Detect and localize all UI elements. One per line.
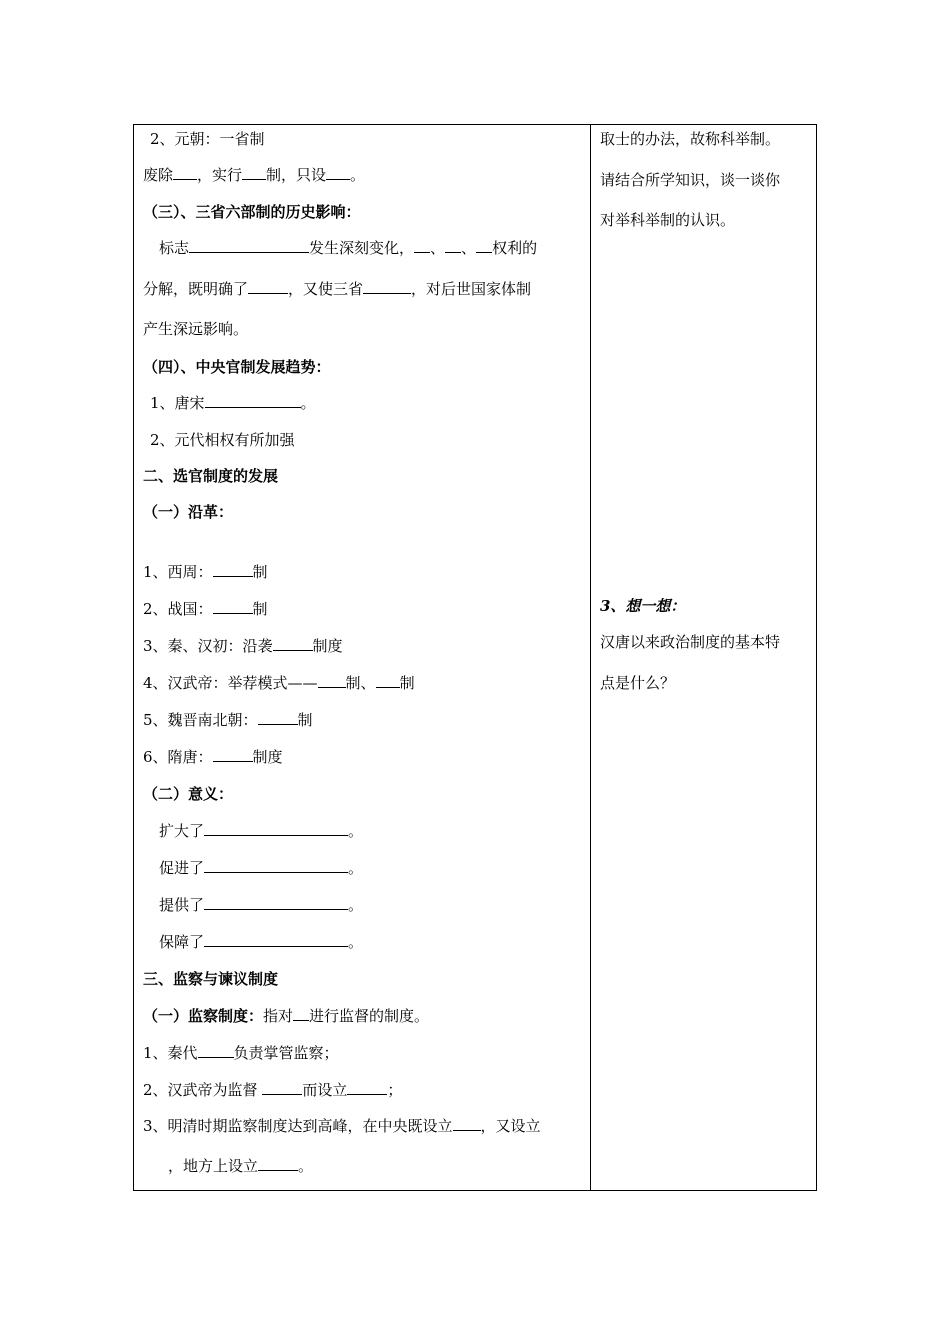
blank-field[interactable] xyxy=(213,747,253,762)
text: 2、元代相权有所加强 xyxy=(150,431,295,449)
text: 。 xyxy=(348,933,364,951)
blank-field[interactable] xyxy=(318,673,346,688)
blank-field[interactable] xyxy=(476,238,492,253)
section-heading xyxy=(143,466,278,486)
blank-field[interactable] xyxy=(242,165,266,180)
fill-line xyxy=(159,932,363,952)
text: 制 xyxy=(297,711,313,729)
text: 2、汉武帝为监督 xyxy=(143,1081,263,1099)
fill-line xyxy=(143,673,415,693)
text: 三、监察与谏议制度 xyxy=(143,970,279,988)
fill-line xyxy=(143,1080,402,1100)
blank-field[interactable] xyxy=(262,1080,302,1095)
text: 负责掌管监察； xyxy=(233,1044,339,1062)
text: 3、想一想： xyxy=(600,597,686,615)
text: 制、 xyxy=(345,674,376,692)
text: 制 xyxy=(399,674,415,692)
text-line xyxy=(150,129,265,149)
text-line xyxy=(150,430,295,450)
text: （四）、中央官制发展趋势： xyxy=(143,358,331,376)
text: （一）沿革： xyxy=(143,503,234,521)
blank-field[interactable] xyxy=(204,895,348,910)
text: 标志 xyxy=(159,239,190,257)
blank-field[interactable] xyxy=(414,238,430,253)
text: 3、秦、汉初：沿袭 xyxy=(143,637,273,655)
text: 5、魏晋南北朝： xyxy=(143,711,258,729)
text: 对举科举制的认识。 xyxy=(600,211,736,229)
text: 废除 xyxy=(143,166,174,184)
text: 1、秦代 xyxy=(143,1044,198,1062)
sub-heading xyxy=(143,502,233,522)
text: ，又设立 xyxy=(480,1117,541,1135)
text: 而设立 xyxy=(302,1081,348,1099)
text: 汉唐以来政治制度的基本特 xyxy=(600,633,781,651)
text: 促进了 xyxy=(159,859,205,877)
text: 指对 xyxy=(263,1007,294,1025)
text-line xyxy=(600,170,780,190)
blank-field[interactable] xyxy=(213,599,253,614)
text: 制，只设 xyxy=(266,166,327,184)
text: 4、汉武帝：举荐模式—— xyxy=(143,674,318,692)
text: ； xyxy=(387,1081,403,1099)
text: （二）意义： xyxy=(143,785,234,803)
text: 、 xyxy=(461,239,477,257)
text: 二、选官制度的发展 xyxy=(143,467,279,485)
text-line xyxy=(600,129,780,149)
blank-field[interactable] xyxy=(376,673,400,688)
blank-field[interactable] xyxy=(204,821,348,836)
text: 。 xyxy=(348,859,364,877)
blank-field[interactable] xyxy=(204,932,348,947)
blank-field[interactable] xyxy=(347,1080,387,1095)
text: 取士的办法，故称科举制。 xyxy=(600,130,781,148)
text-line xyxy=(600,673,675,693)
section-heading xyxy=(143,357,331,377)
text: 2、元朝：一省制 xyxy=(150,130,265,148)
text: 1、西周： xyxy=(143,563,213,581)
blank-field[interactable] xyxy=(363,279,411,294)
blank-field[interactable] xyxy=(293,1006,309,1021)
blank-field[interactable] xyxy=(173,165,197,180)
text-line xyxy=(600,210,735,230)
text: 提供了 xyxy=(159,896,205,914)
fill-line xyxy=(143,279,531,299)
fill-line xyxy=(159,238,537,258)
text: ，又使三省 xyxy=(288,280,364,298)
text: （一）监察制度： xyxy=(143,1007,264,1025)
column-divider xyxy=(590,125,591,1190)
fill-line xyxy=(143,562,268,582)
text: 权利的 xyxy=(492,239,538,257)
text: 扩大了 xyxy=(159,822,205,840)
text: 。 xyxy=(300,394,316,412)
text: 。 xyxy=(348,896,364,914)
text: 。 xyxy=(298,1157,314,1175)
fill-line xyxy=(143,1116,541,1136)
text: 。 xyxy=(348,822,364,840)
text-line xyxy=(600,632,780,652)
section-heading xyxy=(143,969,278,989)
think-heading xyxy=(600,596,685,616)
text: ，实行 xyxy=(197,166,243,184)
blank-field[interactable] xyxy=(326,165,350,180)
text: 制 xyxy=(252,563,268,581)
text: 保障了 xyxy=(159,933,205,951)
text: 3、明清时期监察制度达到高峰，在中央既设立 xyxy=(143,1117,453,1135)
text: （三）、三省六部制的历史影响： xyxy=(143,203,361,221)
fill-line xyxy=(159,821,363,841)
text: ，对后世国家体制 xyxy=(411,280,532,298)
text: 点是什么？ xyxy=(600,674,676,692)
text: 制 xyxy=(252,600,268,618)
fill-line xyxy=(143,1043,339,1063)
fill-line xyxy=(159,895,363,915)
text: 。 xyxy=(350,166,366,184)
text: 分解，既明确了 xyxy=(143,280,249,298)
blank-field[interactable] xyxy=(205,393,301,408)
section-heading xyxy=(143,202,361,222)
fill-line xyxy=(159,858,363,878)
fill-line xyxy=(143,636,343,656)
text: 、 xyxy=(430,239,446,257)
fill-line xyxy=(143,747,283,767)
fill-line xyxy=(143,165,365,185)
fill-line xyxy=(150,393,316,413)
text: 6、隋唐： xyxy=(143,748,213,766)
text: 进行监督的制度。 xyxy=(309,1007,430,1025)
text: 产生深远影响。 xyxy=(143,320,249,338)
fill-line xyxy=(143,1006,429,1026)
text: 请结合所学知识，谈一谈你 xyxy=(600,171,781,189)
fill-line xyxy=(168,1156,313,1176)
blank-field[interactable] xyxy=(189,238,309,253)
blank-field[interactable] xyxy=(453,1116,481,1131)
blank-field[interactable] xyxy=(273,636,313,651)
text-line xyxy=(143,319,248,339)
blank-field[interactable] xyxy=(248,279,288,294)
text: 制度 xyxy=(312,637,343,655)
blank-field[interactable] xyxy=(198,1043,234,1058)
text: 制度 xyxy=(252,748,283,766)
text: 2、战国： xyxy=(143,600,213,618)
blank-field[interactable] xyxy=(445,238,461,253)
text: 1、唐宋 xyxy=(150,394,205,412)
blank-field[interactable] xyxy=(258,710,298,725)
blank-field[interactable] xyxy=(213,562,253,577)
sub-heading xyxy=(143,784,233,804)
blank-field[interactable] xyxy=(204,858,348,873)
text: 发生深刻变化， xyxy=(309,239,415,257)
text: ，地方上设立 xyxy=(168,1157,259,1175)
worksheet-table xyxy=(133,124,817,1191)
fill-line xyxy=(143,599,268,619)
fill-line xyxy=(143,710,313,730)
blank-field[interactable] xyxy=(258,1156,298,1171)
